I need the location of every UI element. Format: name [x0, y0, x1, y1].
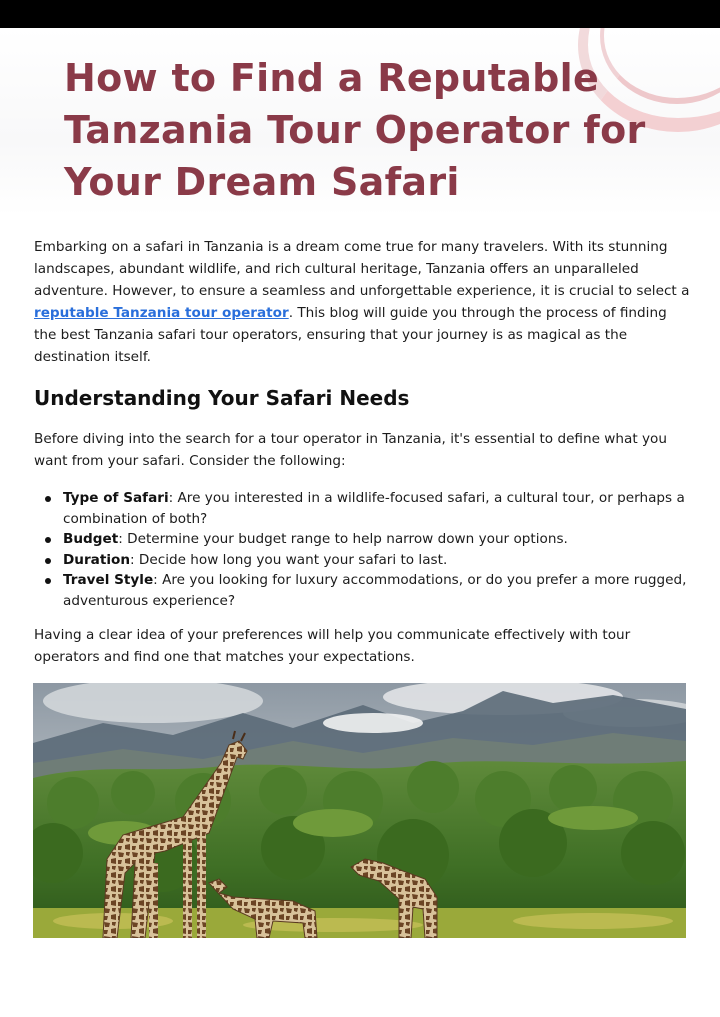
section-heading: Understanding Your Safari Needs [34, 386, 410, 410]
bullet-icon [45, 496, 51, 502]
list-item [34, 550, 690, 571]
intro-paragraph [34, 236, 690, 368]
list-item [34, 529, 690, 550]
intro-text-end: . This blog will guide you through the process of finding the best Tanzania safari tour operators, ensuring that your journey is as magical as the destination itself. [34, 305, 667, 365]
top-bar [0, 0, 720, 28]
intro-text-start: Embarking on a safari in Tanzania is a dream come true for many travelers. With its stunning landscapes, abundant wildlife, and rich cultural heritage, Tanzania offers an unparalleled adventure. However, to ensure a seamless and unforgettable experience, it is crucial to select a [34, 239, 690, 299]
bullet-icon [45, 537, 51, 543]
list-item-text: : Decide how long you want your safari to last. [130, 551, 448, 568]
list-item-term: Duration [63, 551, 131, 568]
list-item [34, 488, 690, 529]
safari-giraffe-photo [33, 683, 686, 938]
reputable-operator-link[interactable]: reputable Tanzania tour operator [34, 305, 289, 321]
list-item [34, 570, 690, 611]
closing-paragraph: Having a clear idea of your preferences will help you communicate effectively with tour operators and find one that matches your expectations. [34, 627, 631, 665]
title-header [0, 28, 720, 216]
list-item-term: Budget [63, 531, 119, 547]
section-intro-paragraph: Before diving into the search for a tour operator in Tanzania, it's essential to define what you want from your safari. Consider the following: [34, 431, 667, 469]
intro-section [34, 236, 690, 368]
page-title: How to Find a Reputable Tanzania Tour Operator for Your Dream Safari [64, 56, 646, 204]
list-item-term: Travel Style [63, 572, 154, 588]
list-item-text: : Are you looking for luxury accommodations, or do you prefer a more rugged, adventurous experience? [63, 572, 687, 609]
closing-section [34, 624, 690, 668]
section-intro [34, 428, 690, 472]
giraffe-landscape-image [33, 683, 686, 938]
bullet-icon [45, 558, 51, 564]
bullet-icon [45, 578, 51, 584]
needs-list [34, 488, 690, 611]
list-item-term: Type of Safari [63, 490, 169, 506]
list-item-text: : Determine your budget range to help narrow down your options. [118, 531, 568, 547]
list-item-text: : Are you interested in a wildlife-focused safari, a cultural tour, or perhaps a combination of both? [63, 490, 685, 527]
